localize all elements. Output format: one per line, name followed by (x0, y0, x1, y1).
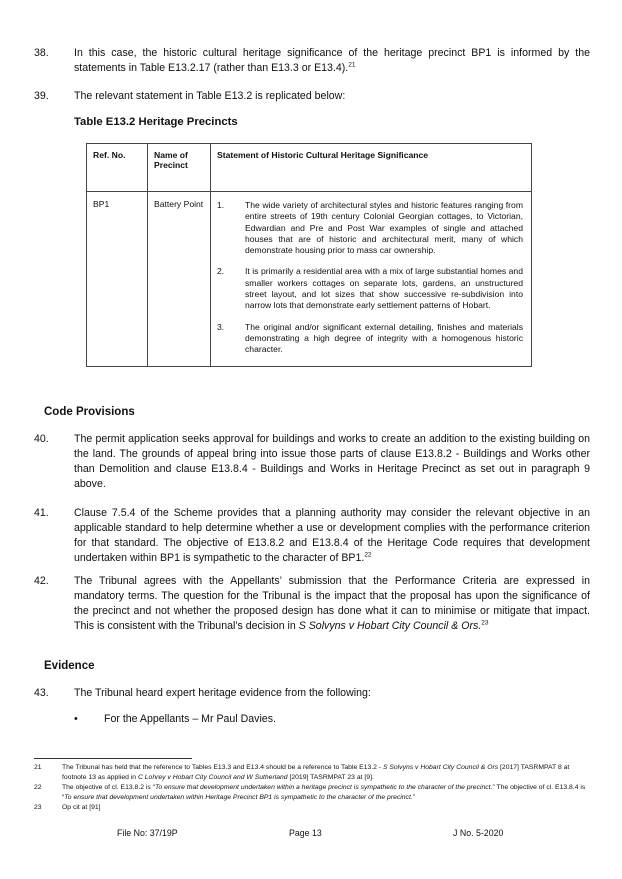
paragraph-number: 39. (34, 90, 49, 102)
header-ref-no: Ref. No. (87, 144, 148, 192)
paragraph-number: 42. (34, 575, 49, 587)
footer-judgment-number: J No. 5-2020 (453, 828, 504, 838)
footnote-ref[interactable]: 22 (364, 551, 372, 559)
table-header-row (87, 144, 532, 192)
bullet-item (74, 713, 276, 725)
footnote-ref[interactable]: 23 (481, 619, 489, 627)
cell-statements (211, 192, 532, 367)
footnote-text: Op cit at [91] (62, 804, 101, 811)
footer-file-number: File No: 37/19P (117, 828, 178, 838)
paragraph-41 (34, 506, 590, 566)
footnote-23 (34, 803, 586, 813)
footnote-number: 22 (34, 784, 42, 791)
paragraph-text: The permit application seeks approval for buildings and works to create an addition to the existing building on the land. The grounds of appeal bring into issue those parts of clause E13.8.2 - Buildings and Works other than Demolition and clause E13.8.4 - Buildings and Works in Heritage Precinct as set out in paragraph 9 above. (74, 433, 590, 490)
paragraph-text: The Tribunal heard expert heritage evidence from the following: (74, 687, 371, 699)
paragraph-39 (34, 89, 590, 104)
footnote-text: [2017] TASRMPAT 8 at footnote 13 as applied in (62, 764, 570, 781)
paragraph-42 (34, 574, 590, 634)
footnote-number: 21 (34, 764, 42, 771)
statement-number: 2. (217, 266, 225, 277)
case-citation: S Solvyns v Hobart City Council & Ors (382, 764, 499, 771)
paragraph-number: 43. (34, 687, 49, 699)
section-heading-evidence: Evidence (44, 660, 95, 672)
footnote-ref[interactable]: 21 (348, 61, 356, 69)
bullet-text: For the Appellants – Mr Paul Davies. (104, 713, 276, 725)
footnote-text: [2019] TASRMPAT 23 at [9]. (287, 773, 374, 781)
statement-number: 3. (217, 321, 225, 332)
footnote-text: ” The objective of cl. E13.8.4 is “ (62, 784, 586, 801)
footnote-22 (34, 783, 586, 802)
paragraph-number: 38. (34, 47, 49, 59)
statement-text: The original and/or significant external detailing, finishes and materials demonstrating a high degree of integrity with a homogenous historic character. (245, 321, 523, 355)
statement-number: 1. (217, 200, 225, 210)
paragraph-40 (34, 432, 590, 492)
footnote-text: ” (412, 793, 415, 801)
statement-text: The wide variety of architectural styles and historic features ranging from entire streets of 19th century Colonial Georgian cottages, to Victorian, Edwardian and Pre and Post War examples of single and attached houses that are of historic and architectural merit, many of which demonstrate housing prior to mass car ownership. (245, 200, 523, 256)
paragraph-text: The Tribunal agrees with the Appellants’ submission that the Performance Criteria are expressed in mandatory terms. The question for the Tribunal is the impact that the proposal has upon the significance of the precinct and not whether the proposed design has done what it can to minimise or mitigate that impact. This is consistent with the Tribunal’s decision in (74, 575, 590, 632)
case-citation: S Solvyns v Hobart City Council & Ors. (298, 620, 482, 632)
paragraph-number: 40. (34, 433, 49, 445)
cell-precinct-name: Battery Point (148, 192, 211, 367)
paragraph-number: 41. (34, 507, 49, 519)
cell-ref: BP1 (87, 192, 148, 367)
paragraph-text: The relevant statement in Table E13.2 is replicated below: (74, 90, 346, 102)
paragraph-38 (34, 46, 590, 76)
case-citation: C Lohrey v Hobart City Council and W Sutherland (137, 773, 288, 781)
footnote-text: The objective of cl. E13.8.2 is “ (62, 784, 155, 791)
footnote-21 (34, 763, 586, 782)
section-heading-code-provisions: Code Provisions (44, 406, 135, 418)
paragraph-text: Clause 7.5.4 of the Scheme provides that a planning authority may consider the relevant objective in an applicable standard to help determine whether a use or development complies with the performance criterion for that standard. The objective of E13.8.2 and E13.8.4 of the Heritage Code requires that development undertaken within BP1 is sympathetic to the character of BP1. (74, 507, 590, 564)
bullet-icon: • (74, 713, 78, 725)
header-statement: Statement of Historic Cultural Heritage Significance (211, 144, 532, 192)
table-title: Table E13.2 Heritage Precincts (74, 116, 238, 128)
statement-item (217, 322, 523, 356)
statement-item (217, 200, 523, 256)
table-row (87, 192, 532, 367)
paragraph-43 (34, 686, 590, 701)
footnote-quote: To ensure that development undertaken within a heritage precinct is sympathetic to the character of the precinct. (154, 784, 493, 791)
footnote-number: 23 (34, 804, 42, 811)
footer-page-number: Page 13 (289, 828, 322, 838)
footnote-divider (34, 758, 192, 759)
heritage-precincts-table (86, 143, 532, 367)
footnote-text: The Tribunal has held that the reference to Tables E13.3 and E13.4 should be a reference to Table E13.2 - (62, 764, 383, 771)
statement-item (217, 266, 523, 311)
paragraph-text: In this case, the historic cultural heritage significance of the heritage precinct BP1 is informed by the statements in Table E13.2.17 (rather than E13.3 or E13.4). (74, 47, 590, 74)
footnote-quote: To ensure that development undertaken within Heritage Precinct BP1 is sympathetic to the character of the precinct. (64, 793, 413, 801)
statement-text: It is primarily a residential area with a mix of large substantial homes and smaller workers cottages on separate lots, gardens, an unstructured street layout, and lot sizes that show successive re-subdivision into narrow lots that demonstrate early settlement patterns of Hobart. (245, 266, 523, 311)
header-precinct-name: Name of Precinct (148, 144, 211, 192)
